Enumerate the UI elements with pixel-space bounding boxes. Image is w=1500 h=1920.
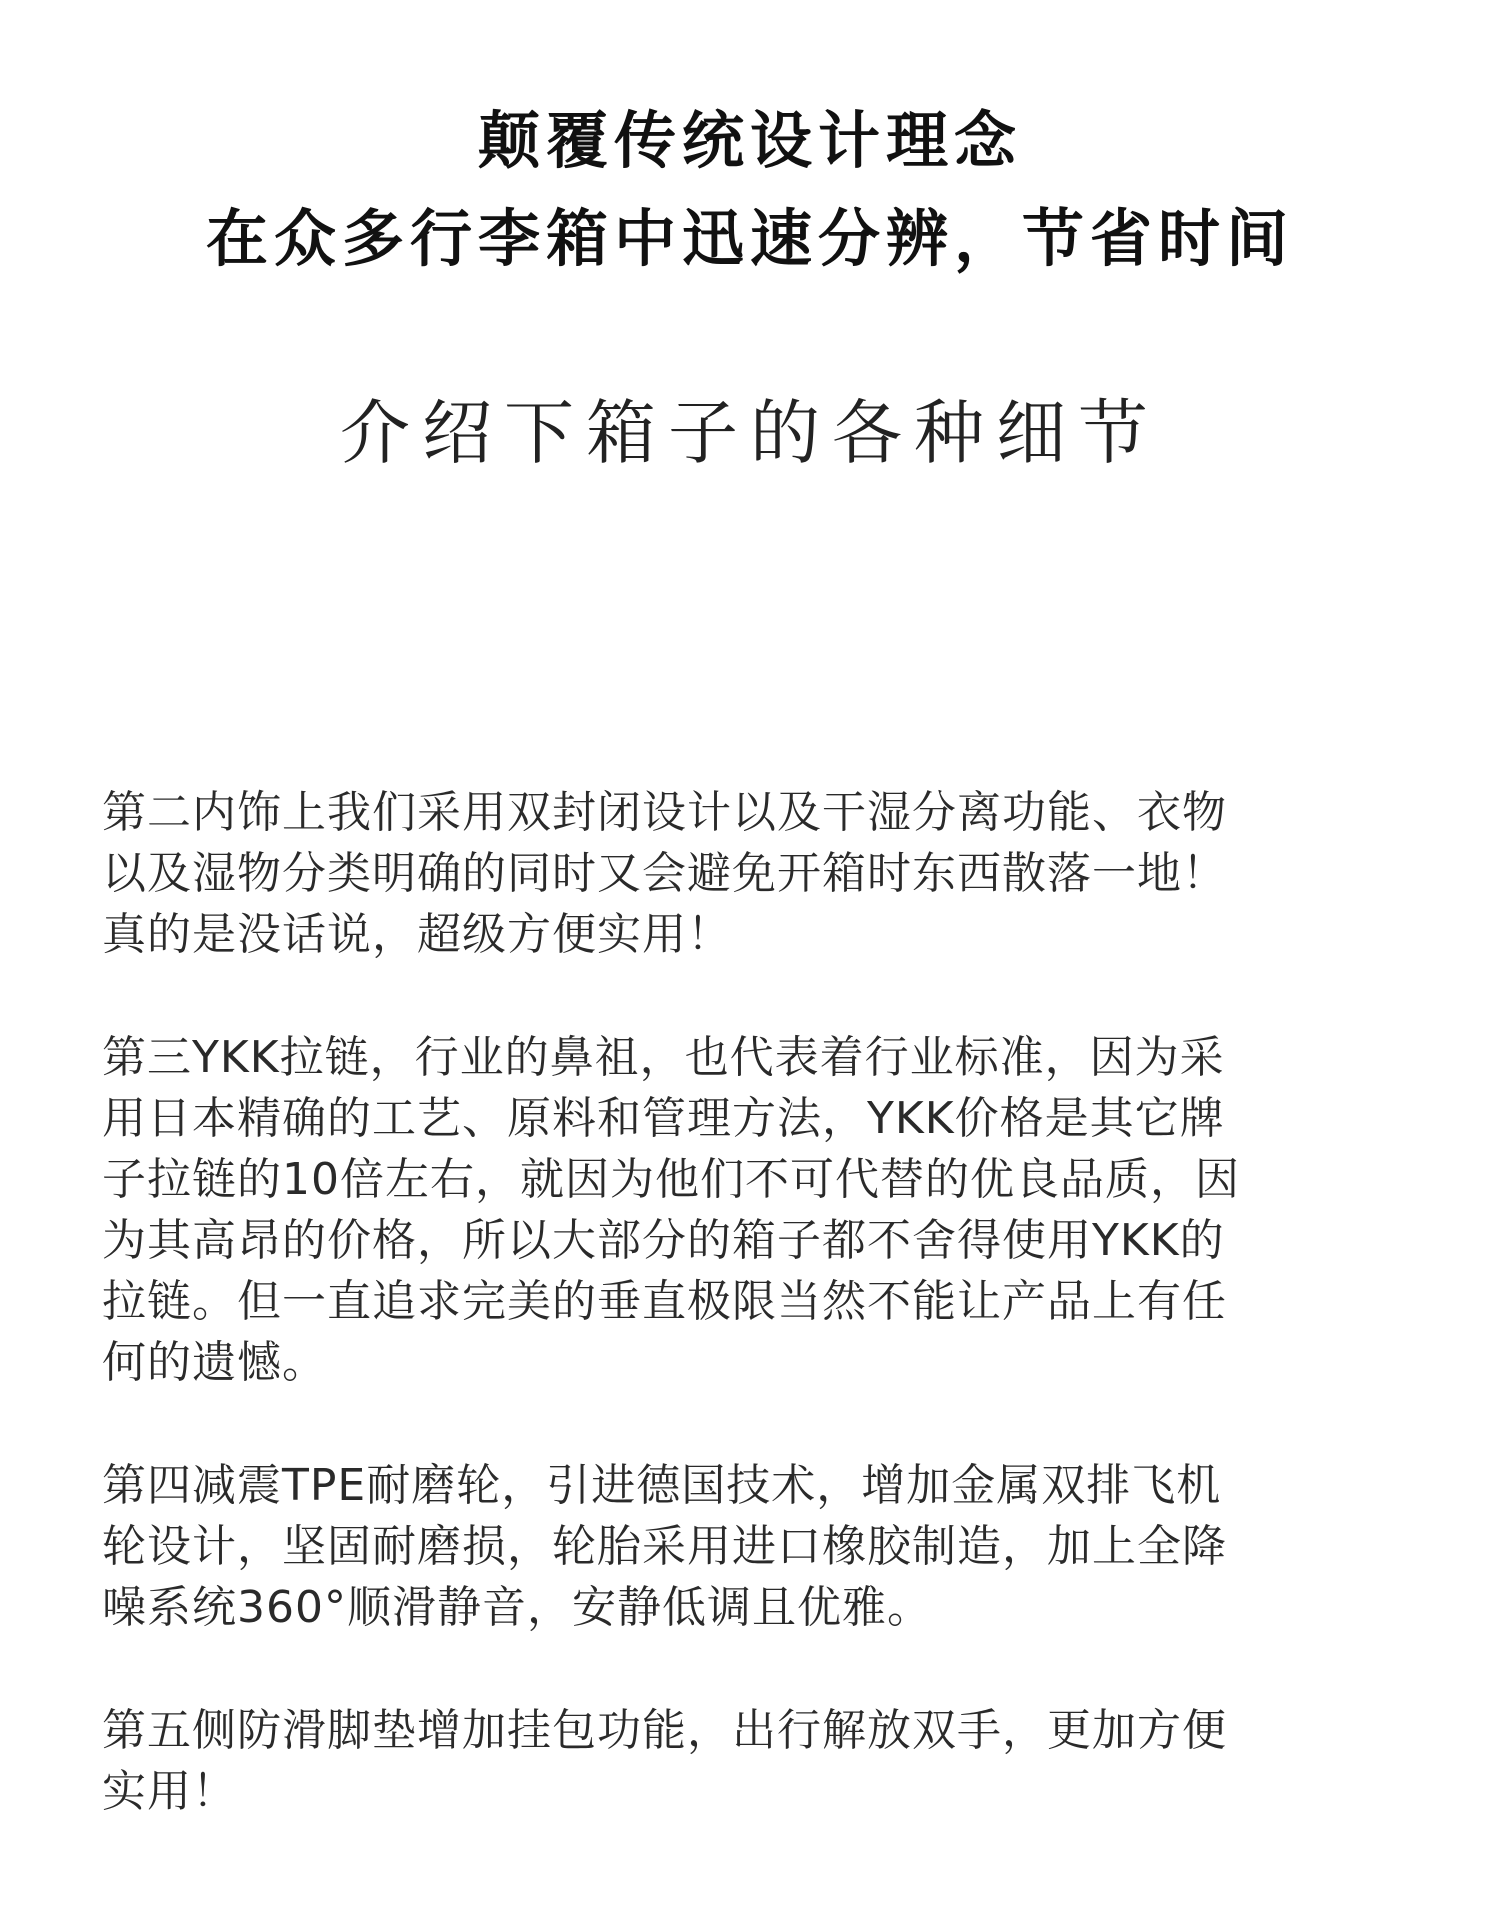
paragraph-line: 实用！ [102,1766,237,1817]
paragraph-lining [102,782,1402,965]
headline-line-1: 颠覆传统设计理念 [477,104,1022,177]
paragraph-line: 为其高昂的价格，所以大部分的箱子都不舍得使用YKK的 [102,1215,1225,1266]
detail-paragraphs [102,782,1402,1884]
paragraph-line: 第四减震TPE耐磨轮，引进德国技术，增加金属双排飞机 [102,1460,1222,1511]
paragraph-line: 第二内饰上我们采用双封闭设计以及干湿分离功能、衣物 [102,787,1227,838]
paragraph-line: 用日本精确的工艺、原料和管理方法，YKK价格是其它牌 [102,1093,1225,1144]
headline-line-2: 在众多行李箱中迅速分辨，节省时间 [205,202,1294,275]
section-subtitle: 介绍下箱子的各种细节 [340,392,1160,474]
paragraph-line: 拉链。但一直追求完美的垂直极限当然不能让产品上有任 [102,1276,1227,1327]
paragraph-line: 何的遗憾。 [102,1337,327,1388]
paragraph-line: 真的是没话说，超级方便实用！ [102,909,732,960]
paragraph-line: 以及湿物分类明确的同时又会避免开箱时东西散落一地！ [102,848,1227,899]
paragraph-line: 噪系统360°顺滑静音，安静低调且优雅。 [102,1582,932,1633]
paragraph-line: 子拉链的10倍左右，就因为他们不可代替的优良品质，因 [102,1154,1240,1205]
paragraph-wheels [102,1455,1402,1638]
paragraph-ykk-zipper [102,1027,1402,1393]
paragraph-side-feet [102,1700,1402,1822]
paragraph-line: 第三YKK拉链，行业的鼻祖，也代表着行业标准，因为采 [102,1032,1225,1083]
paragraph-line: 第五侧防滑脚垫增加挂包功能，出行解放双手，更加方便 [102,1705,1227,1756]
paragraph-line: 轮设计，坚固耐磨损，轮胎采用进口橡胶制造，加上全降 [102,1521,1227,1572]
